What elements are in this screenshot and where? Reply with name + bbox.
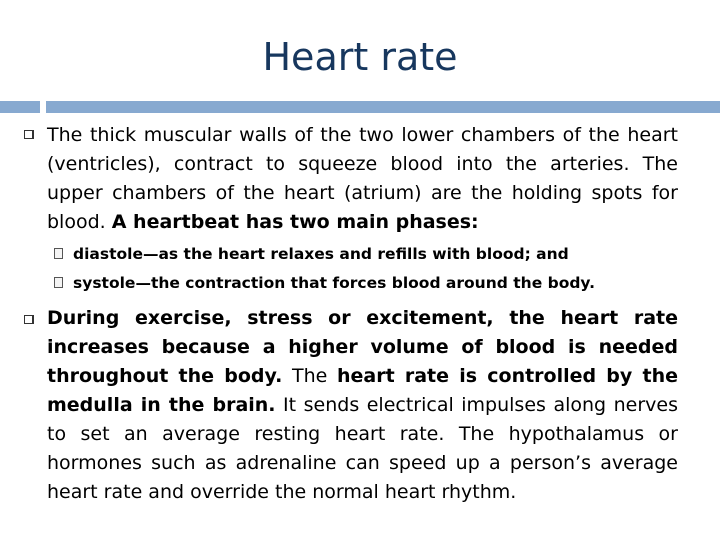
square-bullet-icon [24,130,33,139]
bullet-2-plain-1: The [282,365,337,387]
sub-item-diastole: diastole—as the heart relaxes and refills with blood; and [73,245,569,263]
slide-title: Heart rate [262,35,458,79]
accent-rule-right [46,101,720,113]
bullet-2-text [47,304,678,507]
bullet-2-marker [24,315,33,324]
bullet-1-marker [24,130,33,139]
bullet-1-plain: The thick muscular walls of the two lower chambers of the heart (ventricles), contract to squeeze blood into the arteries. The upper chambers of the heart (atrium) are the holding spots for blood. [47,124,678,233]
bullet-1-text [47,121,678,237]
square-bullet-icon [24,315,33,324]
accent-rule-left [0,101,40,113]
sub-bullet-1-icon [54,248,63,259]
sub-item-systole: systole—the contraction that forces blood around the body. [73,274,596,292]
bullet-2-bold-1: During exercise, stress or excitement, the heart rate increases because a higher volume of blood is needed throughout the body. [47,307,678,387]
bullet-1-bold: A heartbeat has two main phases: [111,211,479,233]
bullet-2-bold-2: heart rate is controlled by the medulla in the brain. [47,365,678,416]
bullet-2-plain-2: It sends electrical impulses along nerves to set an average resting heart rate. The hypothalamus or hormones such as adrenaline can speed up a person’s average heart rate and override the normal heart rhythm. [47,394,678,503]
sub-bullet-2-icon [54,277,63,288]
